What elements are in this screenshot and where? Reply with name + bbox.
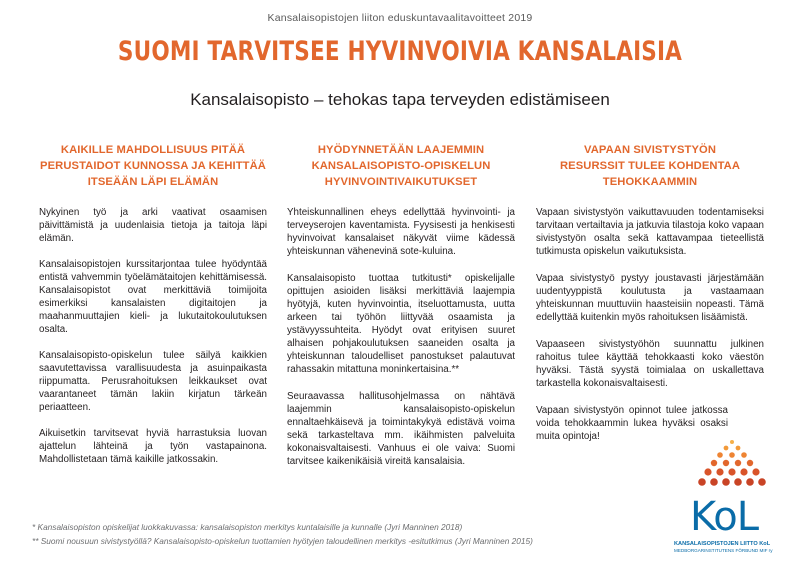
- column-heading: [287, 142, 515, 206]
- footnotes: [32, 520, 632, 548]
- paragraph: Aikuisetkin tarvitsevat hyviä harrastuksia luovan ajattelun lähteinä ja työn vastapainona. Mahdollistetaan tämä kaikille jatkossakin.: [39, 428, 267, 465]
- paragraph: Vapaa sivistystyö pystyy joustavasti järjestämään uudentyyppistä koulutusta ja vastaamaan yhteiskunnan muuttuviin haasteisiin nopeasti. Tämä edellyttää kuitenkin myös rahoituksen lisäämistä.: [536, 273, 764, 323]
- paragraph: Kansalaisopisto tuottaa tutkitusti* opiskelijalle opittujen asioiden lisäksi merkittäviä laajempia hyötyjä, kuten hyvinvointia, itseluottamusta, uutta arkeen tai työhön liittyvää osaamista ja ystävyyssuhteita. Hyödyt ovat erityisen suuret alhaisen pohjakoulutuksen saaneiden osalta ja yhteiskunnan taloudelliset panostukset palautuvat rahassakin mitattuna moninkertaisina.**: [287, 273, 515, 375]
- heading-line: HYVINVOINTIVAIKUTUKSET: [324, 176, 478, 188]
- heading-line: ITSEÄÄN LÄPI ELÄMÄN: [87, 176, 219, 188]
- logo-org-name: KANSALAISOPISTOJEN LIITTO KoL: [674, 541, 771, 547]
- column-heading: [536, 142, 764, 206]
- column-wellbeing: [287, 142, 515, 482]
- logo-wordmark: KoL: [690, 494, 758, 540]
- heading-line: KANSALAISOPISTO-OPISKELUN: [311, 160, 491, 172]
- heading-line: TEHOKKAAMMIN: [602, 176, 698, 188]
- heading-line: RESURSSIT TULEE KOHDENTAA: [559, 160, 741, 172]
- column-resources: [536, 142, 764, 457]
- column-basic-skills: [39, 142, 267, 479]
- paragraph: Nykyinen työ ja arki vaativat osaamisen päivittämistä ja uudenlaisia tietoja ja taitoja läpi elämän.: [39, 207, 267, 244]
- paragraph: Vapaan sivistystyön opinnot tulee jatkossa voida tehokkaammin lukea hyväksi osaksi muita opintoja!: [536, 405, 728, 442]
- logo-org-name-swedish: MEDBORGARINSTITUTENS FÖRBUND MIF ry: [674, 548, 773, 553]
- logo-dots-icon: [672, 438, 792, 498]
- paragraph: Vapaan sivistystyön vaikuttavuuden todentamiseksi tarvitaan vertailtavia ja jatkuvia tilastoja koko vapaan sivistystyön osalta sekä kattavampaa tieteellistä tutkimusta opiskelun vaikutuksista.: [536, 207, 764, 257]
- footnote: ** Suomi nousuun sivistystyöllä? Kansalaisopisto-opiskelun tuottamien hyötyjen taloudellinen merkitys -esitutkimus (Jyri Manninen 2015): [32, 536, 533, 546]
- heading-line: HYÖDYNNETÄÄN LAAJEMMIN: [317, 144, 485, 156]
- page-title: SUOMI TARVITSEE HYVINVOIVIA KANSALAISIA: [117, 36, 683, 67]
- paragraph: Seuraavassa hallitusohjelmassa on nähtävä laajemmin kansalaisopisto-opiskelun ennaltaehkäisevä ja toimintakykyä edistävä voima sekä tarkasteltava mm. ikäihmisten palveluita kokonaisvaltaisesti. Vanhuus ei ole vaiva: Suomi tarvitsee kaikenikäisiä vireitä kansalaisia.: [287, 391, 515, 467]
- paragraph: Vapaaseen sivistystyöhön suunnattu julkinen rahoitus tulee käyttää tehokkaasti koko väestön hyväksi. Tästä syystä toimialaa on uskallettava tarkastella kokonaisvaltaisesti.: [536, 339, 764, 389]
- heading-line: PERUSTAIDOT KUNNOSSA JA KEHITTÄÄ: [40, 160, 266, 172]
- kol-logo: [672, 438, 792, 558]
- heading-line: KAIKILLE MAHDOLLISUUS PITÄÄ: [60, 144, 246, 156]
- heading-line: VAPAAN SIVISTYSTYÖN: [583, 144, 717, 156]
- paragraph: Yhteiskunnallinen eheys edellyttää hyvinvointi- ja terveyserojen kaventamista. Fyysisesti ja henkisesti hyvinvoivat kansalaiset näkyvät viime kädessä yhteiskunnan vähenevinä sote-kuluina.: [287, 207, 515, 257]
- paragraph: Kansalaisopistojen kurssitarjontaa tulee hyödyntää entistä vahvemmin työelämätaitojen kehittämisessä. Kansalaisopistot ovat merkittäviä toimijoita esimerkiksi kansalaisten digitaitojen ja maahanmuuttajien kieli- ja lukutaitokoulutuksen osalta.: [39, 259, 267, 335]
- paragraph: Kansalaisopisto-opiskelun tulee säilyä kaikkien saavutettavissa varallisuudesta ja asuinpaikasta riippumatta. Perusrahoituksen leikkaukset ovat vaarantaneet tämän lakiin kirjatun tärkeän periaatteen.: [39, 350, 267, 413]
- kicker: Kansalaisopistojen liiton eduskuntavaalitavoitteet 2019: [267, 12, 533, 24]
- column-heading: [39, 142, 267, 206]
- page-subtitle: Kansalaisopisto – tehokas tapa terveyden edistämiseen: [190, 90, 610, 109]
- footnote: * Kansalaisopiston opiskelijat luokkakuvassa: kansalaisopiston merkitys kuntalaisille ja kunnalle (Jyri Manninen 2018): [32, 522, 463, 532]
